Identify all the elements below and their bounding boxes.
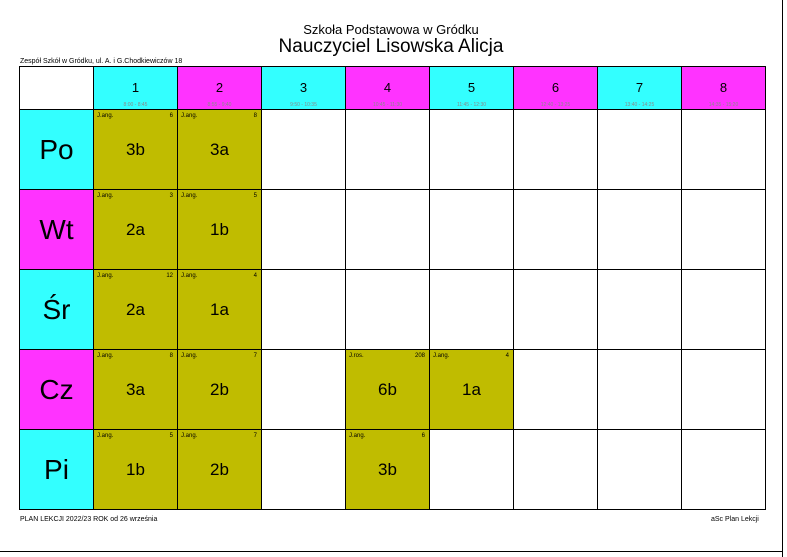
- school-address: Zespół Szkół w Gródku, ul. A. i G.Chodkiewiczów 18: [20, 58, 183, 65]
- empty-cell: [514, 430, 598, 510]
- lesson-subject: J.ang.: [97, 273, 114, 279]
- empty-cell: [682, 190, 766, 270]
- empty-cell: [682, 350, 766, 430]
- period-number: 3: [299, 80, 308, 95]
- empty-cell: [682, 270, 766, 350]
- empty-cell: [598, 190, 682, 270]
- lesson-room: 4: [253, 273, 257, 279]
- lesson-cell[interactable]: [94, 190, 178, 270]
- period-header: [514, 67, 598, 110]
- day-row: [20, 110, 766, 190]
- period-number: 5: [467, 80, 476, 95]
- footer-app-name: aSc Plan Lekcji: [711, 516, 759, 523]
- page-title: Nauczyciel Lisowska Alicja: [278, 36, 504, 57]
- lesson-class: 1b: [126, 460, 145, 479]
- lesson-room: 3: [169, 193, 173, 199]
- period-header: [682, 67, 766, 110]
- empty-cell: [430, 110, 514, 190]
- period-header: [346, 67, 430, 110]
- lesson-subject: J.ang.: [181, 433, 198, 439]
- period-header: [178, 67, 262, 110]
- period-time: 14:35 - 15:20: [708, 102, 739, 108]
- empty-cell: [430, 270, 514, 350]
- empty-cell: [262, 430, 346, 510]
- lesson-cell[interactable]: [178, 110, 262, 190]
- lesson-room: 7: [253, 353, 257, 359]
- empty-cell: [598, 350, 682, 430]
- lesson-cell[interactable]: [94, 110, 178, 190]
- lesson-room: 8: [169, 353, 173, 359]
- empty-cell: [514, 190, 598, 270]
- lesson-subject: J.ang.: [181, 353, 198, 359]
- lesson-subject: J.ros.: [349, 353, 364, 359]
- lesson-class: 6b: [378, 380, 397, 399]
- lesson-room: 4: [505, 353, 509, 359]
- empty-cell: [262, 270, 346, 350]
- footer-plan-info: PLAN LEKCJI 2022/23 ROK od 26 września: [20, 516, 158, 523]
- day-label: Cz: [20, 350, 94, 430]
- period-number: 8: [719, 80, 728, 95]
- lesson-room: 208: [414, 353, 425, 359]
- lesson-class: 2a: [126, 300, 145, 319]
- period-header: [94, 67, 178, 110]
- period-time: 8:00 - 8:45: [123, 102, 148, 108]
- lesson-room: 8: [253, 113, 257, 119]
- lesson-class: 2a: [126, 220, 145, 239]
- empty-cell: [262, 350, 346, 430]
- lesson-cell[interactable]: [430, 350, 514, 430]
- lesson-class: 3a: [126, 380, 145, 399]
- lesson-cell[interactable]: [346, 430, 430, 510]
- empty-cell: [514, 110, 598, 190]
- empty-cell: [514, 350, 598, 430]
- empty-cell: [346, 110, 430, 190]
- lesson-subject: J.ang.: [349, 433, 366, 439]
- lesson-cell[interactable]: [94, 350, 178, 430]
- empty-cell: [682, 110, 766, 190]
- lesson-subject: J.ang.: [181, 273, 198, 279]
- lesson-subject: J.ang.: [97, 433, 114, 439]
- lesson-cell[interactable]: [178, 430, 262, 510]
- lesson-room: 6: [421, 433, 425, 439]
- day-row: [20, 350, 766, 430]
- lesson-room: 7: [253, 433, 257, 439]
- empty-cell: [682, 430, 766, 510]
- period-number: 7: [635, 80, 644, 95]
- day-label: Śr: [20, 270, 94, 350]
- lesson-cell[interactable]: [178, 350, 262, 430]
- lesson-subject: J.ang.: [97, 113, 114, 119]
- empty-cell: [262, 110, 346, 190]
- lesson-subject: J.ang.: [181, 193, 198, 199]
- day-label: Pi: [20, 430, 94, 510]
- lesson-subject: J.ang.: [181, 113, 198, 119]
- period-time: 8:55 - 9:40: [207, 102, 232, 108]
- lesson-room: 5: [253, 193, 257, 199]
- period-number: 6: [551, 80, 560, 95]
- empty-cell: [598, 430, 682, 510]
- day-row: [20, 430, 766, 510]
- lesson-class: 1a: [462, 380, 481, 399]
- period-time: 9:50 - 10:35: [290, 102, 317, 108]
- corner-cell: [20, 67, 94, 110]
- lesson-class: 3a: [210, 140, 229, 159]
- lesson-cell[interactable]: [94, 430, 178, 510]
- empty-cell: [430, 190, 514, 270]
- timetable-grid: [19, 66, 766, 510]
- lesson-class: 3b: [126, 140, 145, 159]
- lesson-cell[interactable]: [94, 270, 178, 350]
- empty-cell: [598, 270, 682, 350]
- lesson-cell[interactable]: [178, 270, 262, 350]
- period-header: [262, 67, 346, 110]
- lesson-room: 12: [166, 273, 173, 279]
- period-time: 10:45 - 11:30: [372, 102, 403, 108]
- lesson-class: 3b: [378, 460, 397, 479]
- period-number: 1: [131, 80, 140, 95]
- lesson-class: 1a: [210, 300, 229, 319]
- empty-cell: [346, 190, 430, 270]
- empty-cell: [430, 430, 514, 510]
- period-header: [430, 67, 514, 110]
- lesson-class: 2b: [210, 460, 229, 479]
- page-edge-right: [782, 0, 783, 557]
- day-row: [20, 270, 766, 350]
- period-time: 13:40 - 14:25: [624, 102, 655, 108]
- empty-cell: [514, 270, 598, 350]
- school-name: Szkoła Podstawowa w Gródku: [303, 22, 479, 37]
- period-time: 11:45 - 12:30: [456, 102, 487, 108]
- lesson-room: 6: [169, 113, 173, 119]
- period-number: 4: [383, 80, 392, 95]
- period-time: 12:40 - 13:25: [540, 102, 571, 108]
- lesson-subject: J.ang.: [433, 353, 450, 359]
- day-label: Wt: [20, 190, 94, 270]
- lesson-subject: J.ang.: [97, 353, 114, 359]
- period-number: 2: [215, 80, 224, 95]
- day-label: Po: [20, 110, 94, 190]
- period-header: [598, 67, 682, 110]
- page-edge-bottom: [0, 551, 783, 552]
- lesson-class: 1b: [210, 220, 229, 239]
- period-header-row: [20, 67, 766, 110]
- day-row: [20, 190, 766, 270]
- empty-cell: [262, 190, 346, 270]
- lesson-cell[interactable]: [178, 190, 262, 270]
- empty-cell: [346, 270, 430, 350]
- lesson-subject: J.ang.: [97, 193, 114, 199]
- lesson-room: 5: [169, 433, 173, 439]
- lesson-cell[interactable]: [346, 350, 430, 430]
- empty-cell: [598, 110, 682, 190]
- lesson-class: 2b: [210, 380, 229, 399]
